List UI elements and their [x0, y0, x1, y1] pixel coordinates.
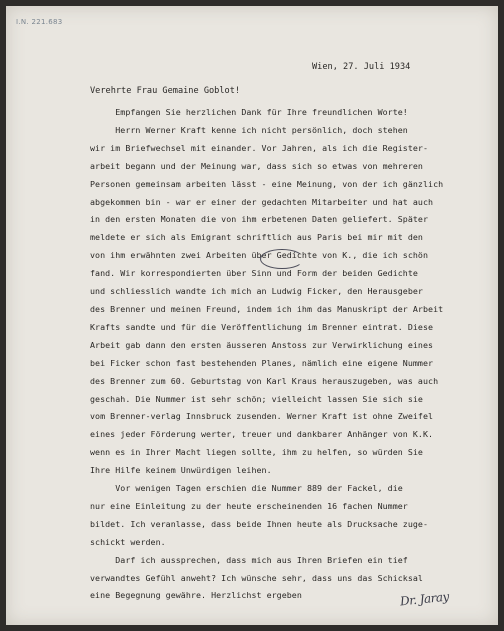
handwritten-circle-mark — [260, 249, 304, 269]
letter-line: bildet. Ich veranlasse, dass beide Ihnen heute als Drucksache zuge- — [90, 518, 429, 529]
letter-line: nur eine Einleitung zu der heute erscheinenden 16 fachen Nummer — [90, 500, 408, 511]
letter-line: wir im Briefwechsel mit einander. Vor Jahren, als ich die Register- — [90, 142, 429, 153]
letter-line: arbeit begann und der Meinung war, dass sich so etwas von mehreren — [90, 160, 423, 171]
letter-line: Ihre Hilfe keinem Unwürdigen leihen. — [90, 465, 272, 476]
letter-line: von ihm erwähnten zwei Arbeiten über Gedichte von K., die ich schön — [90, 250, 429, 261]
letter-line: meldete er sich als Emigrant schriftlich aus Paris bei mir mit den — [90, 232, 423, 243]
letter-line: bei Ficker schon fast bestehenden Planes, nämlich eine eigene Nummer — [90, 357, 434, 368]
letter-line: Herrn Werner Kraft kenne ich nicht persönlich, doch stehen — [90, 124, 408, 135]
letter-line: in den ersten Monaten die von ihm erbetenen Daten geliefert. Später — [90, 214, 429, 225]
letter-line: eines jeder Förderung werter, treuer und dankbarer Anhänger von K.K. — [90, 429, 434, 440]
letter-line: Vor wenigen Tagen erschien die Nummer 889 der Fackel, die — [90, 483, 403, 494]
letter-line: abgekommen bin - war er einer der gedachten Mitarbeiter und hat auch — [90, 196, 434, 207]
letter-date: Wien, 27. Juli 1934 — [312, 62, 411, 72]
letter-line: Krafts sandte und für die Veröffentlichung im Brenner eintrat. Diese — [90, 321, 434, 332]
letter-line: und schliesslich wandte ich mich an Ludwig Ficker, den Herausgeber — [90, 286, 423, 297]
letter-line: schickt werden. — [90, 536, 166, 547]
letter-line: Empfangen Sie herzlichen Dank für Ihre freundlichen Worte! — [90, 107, 408, 117]
letter-line: wenn es in Ihrer Macht liegen sollte, ihm zu helfen, so würden Sie — [90, 447, 423, 458]
letter-salutation: Verehrte Frau Gemaine Goblot! — [90, 86, 241, 96]
letter-line: fand. Wir korrespondierten über Sinn und Form der beiden Gedichte — [90, 268, 418, 279]
letter-line: Personen gemeinsam arbeiten lässt - eine Meinung, von der ich gänzlich — [90, 178, 444, 189]
letter-body — [90, 104, 462, 605]
letter-line: vom Brenner-verlag Innsbruck zusenden. Werner Kraft ist ohne Zweifel — [90, 411, 434, 422]
letter-line: Darf ich aussprechen, dass mich aus Ihren Briefen ein tief — [90, 554, 408, 565]
letter-line: eine Begegnung gewähre. Herzlichst ergeben — [90, 590, 302, 601]
letter-sheet — [6, 6, 498, 625]
letter-line: verwandtes Gefühl anweht? Ich wünsche sehr, dass uns das Schicksal — [90, 572, 423, 583]
handwritten-signature: Dr. Jaray — [399, 589, 450, 609]
letter-line: des Brenner und meinen Freund, indem ich ihm das Manuskript der Arbeit — [90, 303, 444, 314]
letter-line: des Brenner zum 60. Geburtstag von Karl Kraus herauszugeben, was auch — [90, 375, 439, 386]
archive-note: I.N. 221.683 — [16, 18, 63, 26]
letter-line: geschah. Die Nummer ist sehr schön; vielleicht lassen Sie sich sie — [90, 393, 423, 404]
letter-line: Arbeit gab dann den ersten äusseren Anstoss zur Verwirklichung eines — [90, 339, 434, 350]
